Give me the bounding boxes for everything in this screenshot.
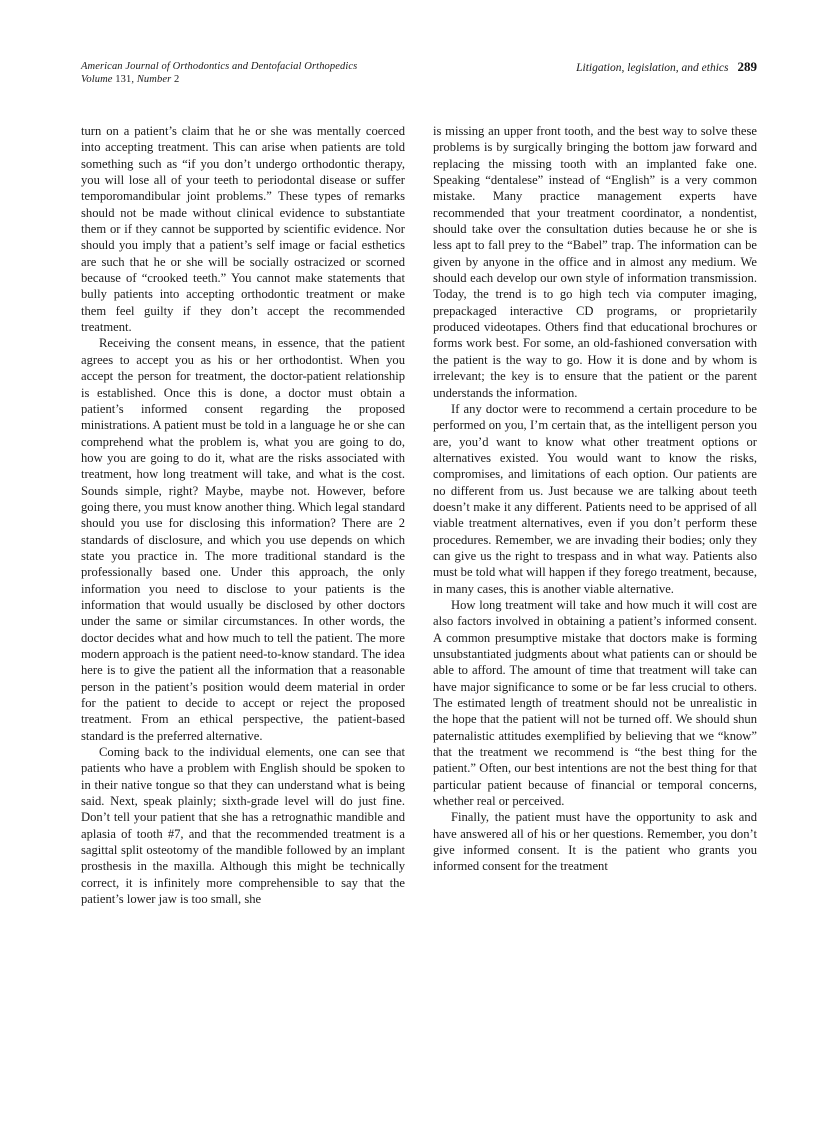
page-number: 289: [737, 59, 757, 74]
section-title: Litigation, legislation, and ethics: [576, 62, 729, 74]
paragraph: Finally, the patient must have the opportunity to ask and have answered all of his or her questions. Remember, you don’t give informed consent. It is the patient who grants you informed consent for the treatment: [433, 810, 757, 874]
running-head-section-info: [576, 60, 757, 75]
volume-issue-line: [81, 73, 357, 86]
paragraph: Receiving the consent means, in essence, that the patient agrees to accept you as his or her orthodontist. When you accept the person for treatment, the doctor-patient relationship is established. Once this is done, a doctor must obtain a patient’s informed consent regarding the proposed ministrations. A patient must be told in a language he or she can comprehend what the problem is, what you are going to do, how you are going to do it, what are the risks associated with treatment, how long treatment will take, and what is the cost. Sounds simple, right? Maybe, maybe not. However, before going there, you must know another thing. Which legal standard should you use for disclosing this information? There are 2 standards of disclosure, and which you use depends on which state you practice in. The more traditional standard is the professionally based one. Under this approach, the only information you need to disclose to your patients is the information that would usually be disclosed by other doctors under the same or similar circumstances. In other words, the doctor decides what and how much to tell the patient. The more modern approach is the patient need-to-know standard. The idea here is to give the patient all the information that a reasonable person in the patient’s position would deem material in order for the patient to decide to accept or reject the proposed treatment. From an ethical perspective, the patient-based standard is the preferred alternative.: [81, 336, 405, 743]
paragraph: Coming back to the individual elements, one can see that patients who have a problem with English should be spoken to in their native tongue so that they can understand what is being said. Next, speak plainly; sixth-grade level will do just fine. Don’t tell your patient that she has a retrognathic mandible and aplasia of tooth #7, and that the recommended treatment is a sagittal split osteotomy of the mandible followed by an implant prosthesis in the maxilla. Although this might be technically correct, it is infinitely more comprehensible to say that the patient’s lower jaw is too small, she: [81, 745, 405, 907]
issue-label: , Number: [131, 74, 175, 86]
paragraph: is missing an upper front tooth, and the best way to solve these problems is by surgically bringing the bottom jaw forward and replacing the missing tooth with an implanted fake one. Speaking “dentalese” instead of “English” is a very common mistake. Many practice management experts have recommended that your treatment coordinator, a nondentist, should take over the consultation duties because he or she is less apt to fall prey to the “Babel” trap. The information can be given by anyone in the office and in almost any medium. We should each develop our own style of information transmission. Today, the trend is to go high tech via computer imaging, prepackaged interactive CD programs, or proprietarily produced videotapes. Others find that educational brochures or forms work best. For some, an old-fashioned conversation with the patient is the way to go. How it is done and by whom is irrelevant; the key is to ensure that the patient or the parent understands the information.: [433, 124, 757, 400]
paragraph: If any doctor were to recommend a certain procedure to be performed on you, I’m certain that, as the intelligent person you are, you’d want to know what other treatment options or alternatives existed. You would want to know the risks, compromises, and limitations of each option. Our patients are no different from us. Just because we are talking about teeth doesn’t make it any different. Patients need to be apprised of all viable treatment alternatives, even if you don’t perform these procedures. Remember, we are invading their bodies; only they can give us the right to trespass and in what way. Patients also must be told what will happen if they forego treatment, because, in many cases, this is another viable alternative.: [433, 401, 757, 596]
volume-number: 131: [115, 74, 132, 86]
volume-label: Volume: [81, 74, 116, 86]
journal-title: American Journal of Orthodontics and Dentofacial Orthopedics: [81, 61, 358, 72]
paragraph: turn on a patient’s claim that he or she was mentally coerced into accepting treatment. This can arise when patients are told something such as “if you don’t undergo orthodontic therapy, you will lose all of your teeth to periodontal disease or suffer temporomandibular joint problems.” These types of remarks should not be made without clinical evidence to substantiate them or if they cannot be supported by scientific evidence. Nor should you imply that a patient’s self image or facial esthetics are such that he or she will be socially ostracized or scorned because of “crooked teeth.” You cannot make statements that bully patients into accepting orthodontic treatment or make them feel guilty if they don’t accept the recommended treatment.: [81, 124, 405, 335]
issue-number: 2: [174, 74, 180, 86]
running-head: [81, 60, 757, 94]
right-column: [433, 123, 757, 908]
paragraph: How long treatment will take and how much it will cost are also factors involved in obtaining a patient’s informed consent. A common presumptive mistake that doctors make is forming unsubstantiated judgments about what patients can or should be able to afford. The amount of time that treatment will take can have major significance to some or be far less crucial to others. The estimated length of treatment should not be unrealistic in the hope that the patient will not be turned off. We should shun paternalistic attitudes exemplified by believing that we “know” that the treatment we recommend is “the best thing for the patient.” Often, our best intentions are not the best thing for that particular patient because of financial or temporal concerns, whether real or perceived.: [433, 597, 757, 809]
running-head-journal-info: [81, 60, 357, 87]
left-column: [81, 123, 405, 908]
body-columns: [81, 123, 757, 908]
